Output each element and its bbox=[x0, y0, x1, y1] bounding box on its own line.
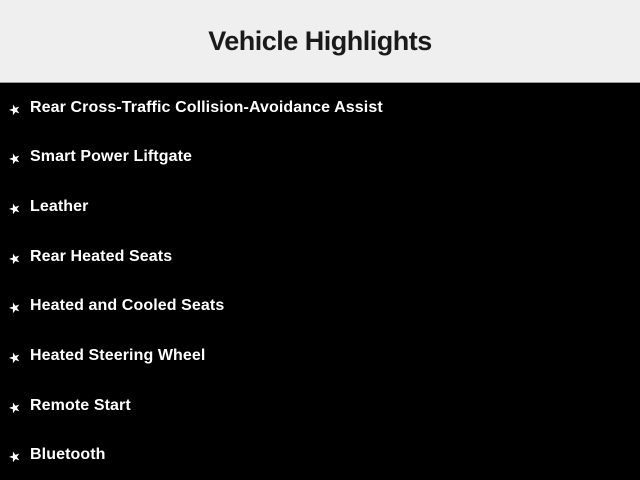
list-item-label: Smart Power Liftgate bbox=[30, 148, 193, 166]
page-title: Vehicle Highlights bbox=[208, 25, 432, 56]
highlights-list bbox=[0, 83, 640, 480]
star-icon: ★ bbox=[6, 347, 23, 367]
list-item bbox=[0, 381, 640, 431]
list-item bbox=[0, 232, 640, 282]
list-item bbox=[0, 331, 640, 381]
list-item bbox=[0, 282, 640, 332]
list-item-label: Bluetooth bbox=[30, 446, 106, 464]
star-icon: ★ bbox=[6, 99, 23, 119]
list-item bbox=[0, 182, 640, 232]
list-item-label: Heated and Cooled Seats bbox=[30, 297, 225, 315]
star-icon: ★ bbox=[6, 248, 23, 268]
list-item-label: Rear Cross-Traffic Collision-Avoidance Assist bbox=[30, 98, 383, 116]
list-item bbox=[0, 430, 640, 480]
list-item bbox=[0, 133, 640, 183]
highlights-header bbox=[0, 0, 640, 83]
list-item-label: Heated Steering Wheel bbox=[30, 346, 206, 364]
star-icon: ★ bbox=[6, 397, 23, 417]
star-icon: ★ bbox=[6, 298, 23, 318]
star-icon: ★ bbox=[6, 198, 23, 219]
list-item-label: Rear Heated Seats bbox=[30, 247, 173, 265]
star-icon: ★ bbox=[6, 149, 23, 169]
star-icon: ★ bbox=[6, 447, 23, 467]
list-item-label: Leather bbox=[30, 198, 89, 216]
list-item bbox=[0, 83, 640, 133]
list-item-label: Remote Start bbox=[30, 396, 131, 414]
